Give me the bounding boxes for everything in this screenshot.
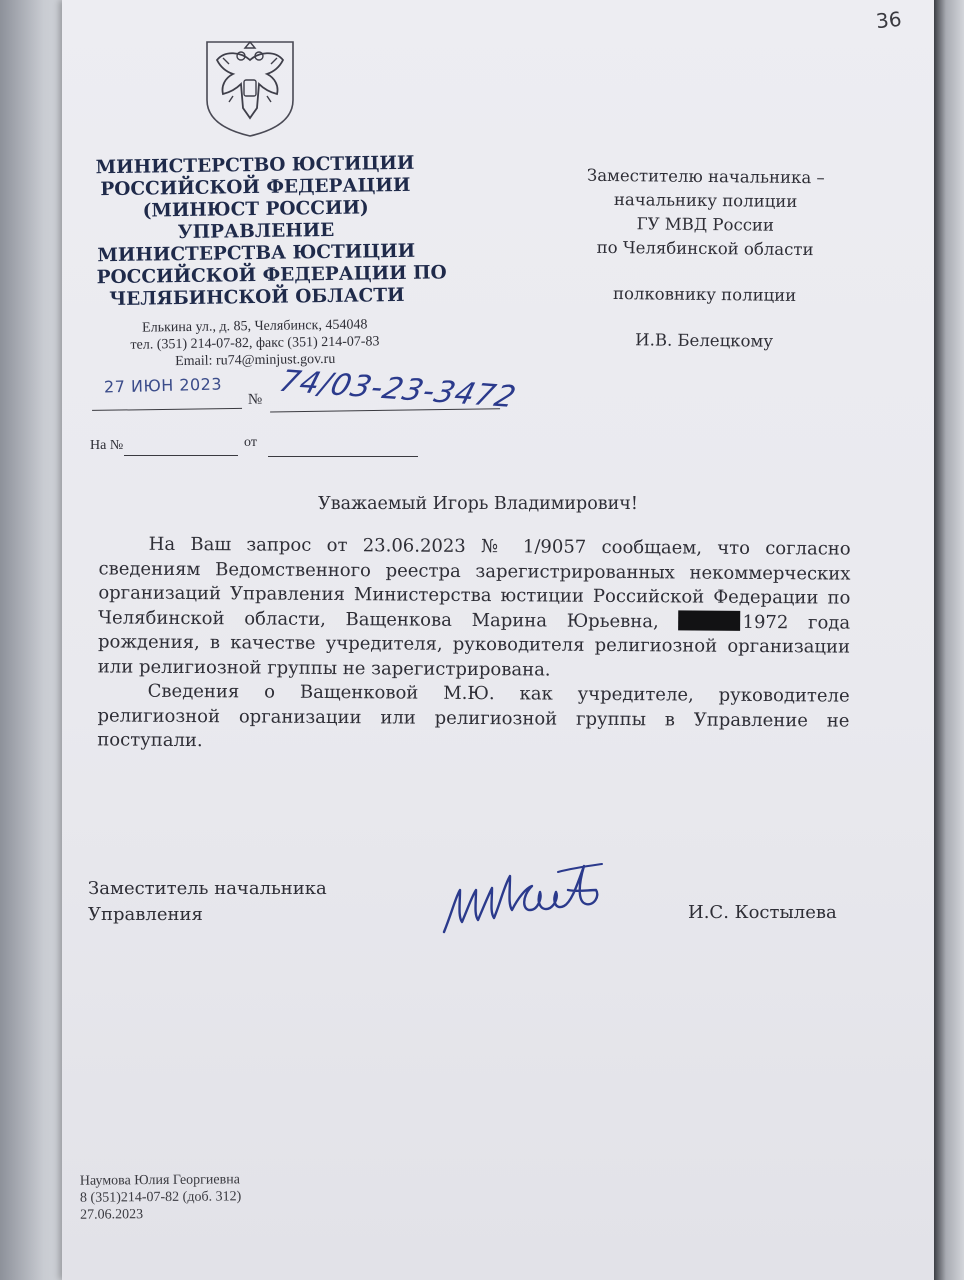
addressee-line: ГУ МВД России (636, 214, 775, 235)
executor-date: 27.06.2023 (80, 1207, 144, 1223)
registration-number: 74/03-23-3472 (275, 364, 521, 415)
binder-edge (934, 0, 964, 1280)
org-contacts (100, 316, 411, 371)
addressee-name: И.В. Белецкому (635, 330, 774, 351)
org-line: УПРАВЛЕНИЕ (177, 219, 335, 244)
date-stamp: 27 ИЮН 2023 (103, 374, 223, 397)
addressee-line: по Челябинской области (596, 237, 814, 260)
addressee-rank: полковнику полиции (612, 284, 797, 305)
page-number: 36 (874, 6, 903, 34)
body-text-after-redaction: 1972 года рождения, в качестве учредителя, руководителя религиозной организации или религиозной группы не зарегистрирована. (97, 611, 851, 681)
body-paragraph: Сведения о Ващенковой М.Ю. как учредителе, руководителе религиозной организации или религиозной группы в Управление не поступали. (97, 680, 850, 752)
spacer (560, 259, 850, 284)
org-line: МИНИСТЕРСТВА ЮСТИЦИИ (97, 240, 416, 267)
redaction-box (678, 610, 740, 630)
body-text-before-redaction: На Ваш запрос от 23.06.2023 № 1/9057 сообщаем, что согласно сведениям Ведомственного реестра зарегистрированных некоммерческих организаций Управления Министерства юстиции Российской Федерации по Челябинской области, Ващенкова Марина Юрьевна, (98, 533, 851, 632)
greeting: Уважаемый Игорь Владимирович! (318, 494, 638, 514)
handwritten-signature (438, 852, 608, 942)
signer-name: И.С. Костылева (688, 902, 837, 923)
ref-number-underline (124, 455, 238, 456)
executor-info (80, 1171, 242, 1223)
addressee-block (559, 163, 851, 354)
addressee-line: Заместителю начальника – (586, 165, 825, 188)
body-paragraph (98, 532, 851, 684)
signer-title-line: Заместитель начальника (88, 878, 327, 899)
ref-prefix: На № (90, 438, 124, 453)
org-line: РОССИЙСКОЙ ФЕДЕРАЦИИ ПО (96, 262, 447, 289)
signer-title-line: Управления (88, 904, 203, 925)
org-line: ЧЕЛЯБИНСКОЙ ОБЛАСТИ (109, 284, 405, 311)
executor-name: Наумова Юлия Георгиевна (79, 1172, 240, 1189)
letter-body (97, 532, 851, 758)
date-underline (92, 408, 242, 411)
org-email: Email: ru74@minjust.gov.ru (175, 351, 336, 370)
org-address: Елькина ул., д. 85, Челябинск, 454048 (142, 317, 368, 336)
executor-phone: 8 (351)214-07-82 (доб. 312) (79, 1189, 242, 1206)
ref-from: от (244, 435, 257, 450)
ref-date-underline (268, 456, 418, 457)
org-line: (МИНЮСТ РОССИИ) (142, 197, 369, 222)
org-phone: тел. (351) 214-07-82, факс (351) 214-07-83 (130, 334, 380, 353)
org-line: РОССИЙСКОЙ ФЕДЕРАЦИИ (100, 174, 411, 201)
spacer (559, 305, 849, 330)
coat-of-arms-emblem (203, 38, 297, 138)
reference-line (90, 434, 430, 464)
signer-title (88, 876, 327, 928)
organization-header (95, 152, 447, 311)
org-line: МИНИСТЕРСТВО ЮСТИЦИИ (95, 152, 415, 179)
addressee-line: начальнику полиции (613, 190, 798, 211)
number-sign: № (247, 391, 263, 408)
